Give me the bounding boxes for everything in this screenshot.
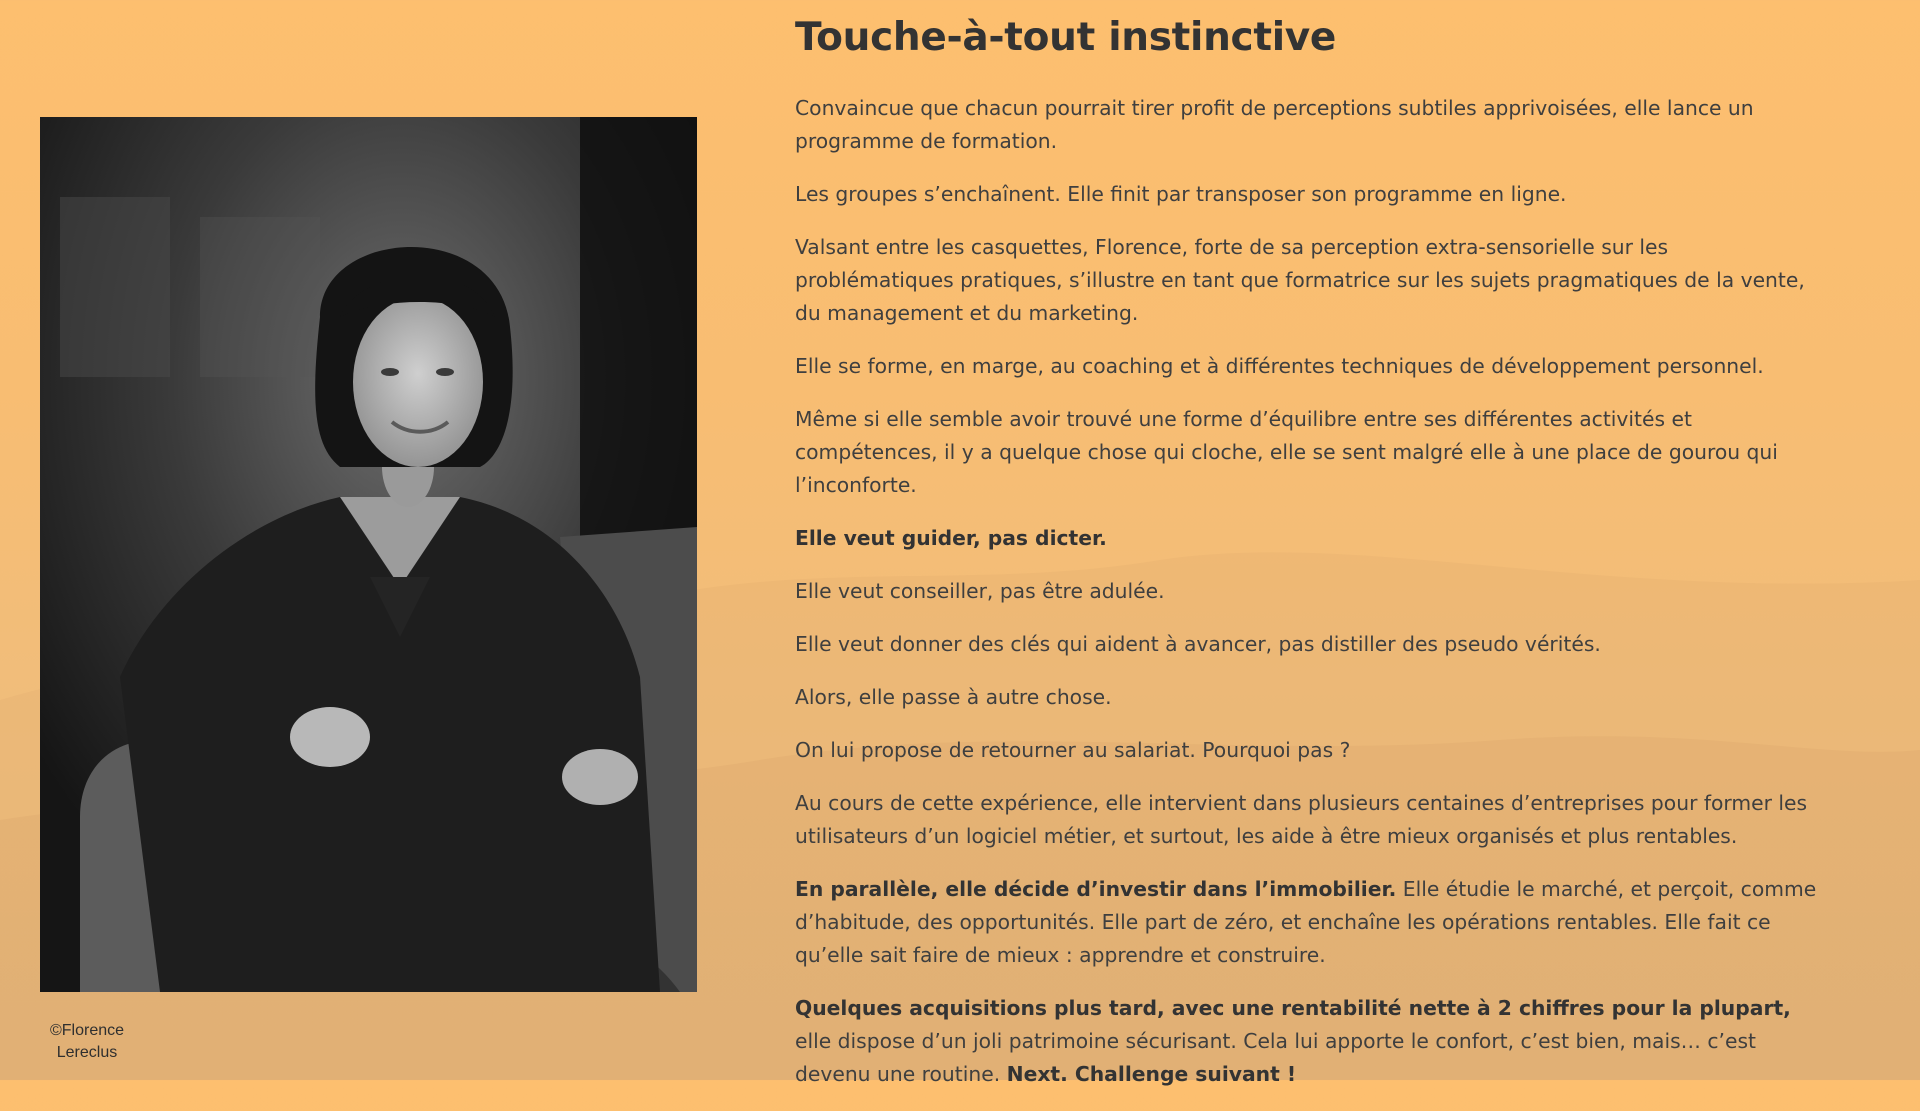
paragraph-12: [795, 873, 1825, 972]
paragraph-6-bold: [795, 522, 1825, 555]
paragraph-9: Alors, elle passe à autre chose.: [795, 685, 1112, 709]
paragraph-8: Elle veut donner des clés qui aident à avancer, pas distiller des pseudo vérités.: [795, 632, 1601, 656]
portrait-photo: [40, 117, 697, 992]
photo-credit: [42, 1020, 132, 1064]
paragraph-11: Au cours de cette expérience, elle intervient dans plusieurs centaines d’entreprises pour former les utilisateurs d’un logiciel métier, et surtout, les aide à être mieux organisés et plus rentables.: [795, 791, 1808, 848]
photo-credit-line2: Lereclus: [56, 1044, 118, 1061]
paragraph-2: Les groupes s’enchaînent. Elle finit par transposer son programme en ligne.: [795, 182, 1567, 206]
paragraph-13: [795, 992, 1825, 1091]
paragraph-1: Convaincue que chacun pourrait tirer profit de perceptions subtiles apprivoisées, elle lance un programme de formation.: [795, 96, 1754, 153]
paragraph-13-closing: Next. Challenge suivant !: [1006, 1062, 1297, 1086]
paragraph-7: Elle veut conseiller, pas être adulée.: [795, 579, 1165, 603]
paragraph-3: Valsant entre les casquettes, Florence, forte de sa perception extra-sensorielle sur les problématiques pratiques, s’illustre en tant que formatrice sur les sujets pragmatiques de la vente, du management et du marketing.: [795, 235, 1805, 325]
paragraph-4: Elle se forme, en marge, au coaching et à différentes techniques de développement personnel.: [795, 354, 1764, 378]
paragraph-5: Même si elle semble avoir trouvé une forme d’équilibre entre ses différentes activités et compétences, il y a quelque chose qui cloche, elle se sent malgré elle à une place de gourou qui l’inconforte.: [795, 407, 1778, 497]
portrait-illustration: [40, 117, 697, 992]
paragraph-12-text: Elle étudie le marché, et perçoit, comme d’habitude, des opportunités. Elle part de zéro, et enchaîne les opérations rentables. Elle fait ce qu’elle sait faire de mieux : apprendre et construire.: [795, 877, 1817, 967]
paragraph-12-bold: En parallèle, elle décide d’investir dans l’immobilier.: [795, 877, 1397, 901]
paragraph-10: On lui propose de retourner au salariat. Pourquoi pas ?: [795, 738, 1351, 762]
photo-credit-line1: ©Florence: [49, 1022, 125, 1039]
paragraph-13-bold: Quelques acquisitions plus tard, avec une rentabilité nette à 2 chiffres pour la plupart,: [795, 996, 1791, 1020]
page-title: Touche-à-tout instinctive: [795, 15, 1337, 60]
main-content: [795, 12, 1825, 1111]
bold-statement: Elle veut guider, pas dicter.: [795, 526, 1107, 550]
paragraph-13-text: elle dispose d’un joli patrimoine sécurisant. Cela lui apporte le confort, c’est bien, mais… c’est devenu une routine.: [795, 1029, 1756, 1086]
